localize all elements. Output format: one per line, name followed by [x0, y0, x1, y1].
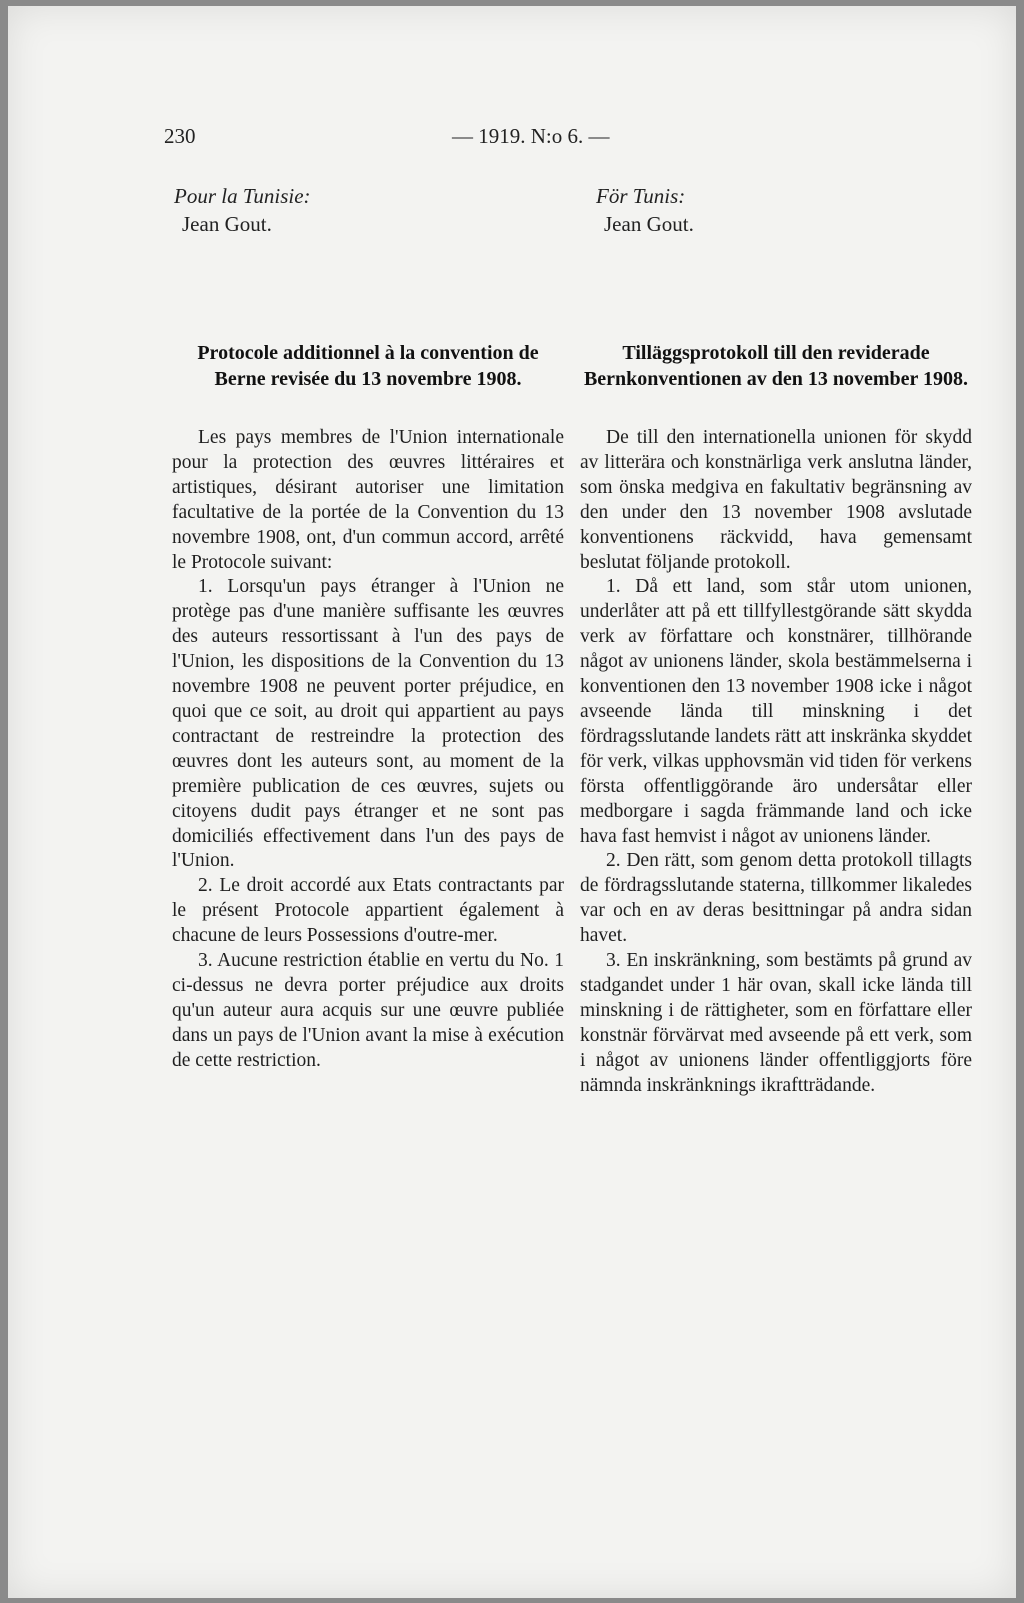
signature-label: För Tunis:	[596, 184, 686, 208]
signature-label: Pour la Tunisie:	[174, 184, 311, 208]
signature-block-french	[174, 182, 434, 238]
swedish-article-2: 2. Den rätt, som genom detta protokoll tillagts de fördragsslutande staterna, tillkommer likaledes var och en av deras besittningar på andra sidan havet.	[580, 850, 972, 947]
french-column	[172, 340, 564, 1074]
swedish-preamble: De till den internationella unionen för skydd av litterära och konstnärliga verk anslutna länder, som önska medgiva en fakultativ begränsning av den under den 13 november 1908 avslutade konventionens räckvidd, hava gemensamt beslutat följande protokoll.	[580, 427, 972, 573]
swedish-heading: Tilläggsprotokoll till den reviderade Bernkonventionen av den 13 november 1908.	[583, 342, 969, 390]
signature-name: Jean Gout.	[182, 212, 272, 236]
document-page	[8, 6, 1016, 1598]
running-head	[164, 124, 964, 156]
french-preamble: Les pays membres de l'Union internationale pour la protection des œuvres littéraires et artistiques, désirant autoriser une limitation facultative de la portée de la Convention du 13 novembre 1908, ont, d'un commun accord, arrêté le Protocole suivant:	[172, 427, 564, 573]
french-heading: Protocole additionnel à la convention de Berne revisée du 13 novembre 1908.	[197, 342, 539, 390]
french-article-2: 2. Le droit accordé aux Etats contractants par le présent Protocole appartient également à chacune de leurs Possessions d'outre-mer.	[172, 875, 564, 947]
swedish-column	[580, 340, 972, 1098]
signature-block-swedish	[596, 182, 856, 238]
page-number: 230	[164, 124, 196, 148]
french-article-1: 1. Lorsqu'un pays étranger à l'Union ne protège pas d'une manière suffisante les œuvres des auteurs ressortissant à l'un des pays de l'Union, les dispositions de la Convention du 13 novembre 1908 ne peuvent porter préjudice, en quoi que ce soit, au droit qui appartient au pays contractant de restreindre la protection des œuvres dont les auteurs sont, au moment de la première publication de ces œuvres, sujets ou citoyens dudit pays étranger et ne sont pas domiciliés effectivement dans l'un des pays de l'Union.	[172, 576, 564, 872]
swedish-article-3: 3. En inskränkning, som bestämts på grund av stadgandet under 1 här ovan, skall icke lända till minskning i de rättigheter, som en författare eller konstnär förvärvat med avseende på ett verk, som i något av unionens länder offentliggjorts före nämnda inskränknings ikraftträdande.	[580, 950, 972, 1096]
french-article-3: 3. Aucune restriction établie en vertu du No. 1 ci-dessus ne devra porter préjudice aux droits qu'un auteur aura acquis sur une œuvre publiée dans un pays de l'Union avant la mise à exécution de cette restriction.	[172, 950, 564, 1071]
signature-name: Jean Gout.	[604, 212, 694, 236]
swedish-article-1: 1. Då ett land, som står utom unionen, underlåter att på ett tillfyllestgörande sätt skydda verk av författare och konstnärer, tillhörande något av unionens länder, skola bestämmelserna i konventionen den 13 november 1908 icke i något avseende lända till minskning i det fördragsslutande landets rätt att inskränka skyddet för verk, vilkas upphovsmän vid tiden för verkens första offentliggörande äro undersåtar eller medborgare i sagda främmande land och icke hava fast hemvist i något av unionens länder.	[580, 576, 972, 847]
running-head-title: — 1919. N:o 6. —	[452, 124, 610, 148]
